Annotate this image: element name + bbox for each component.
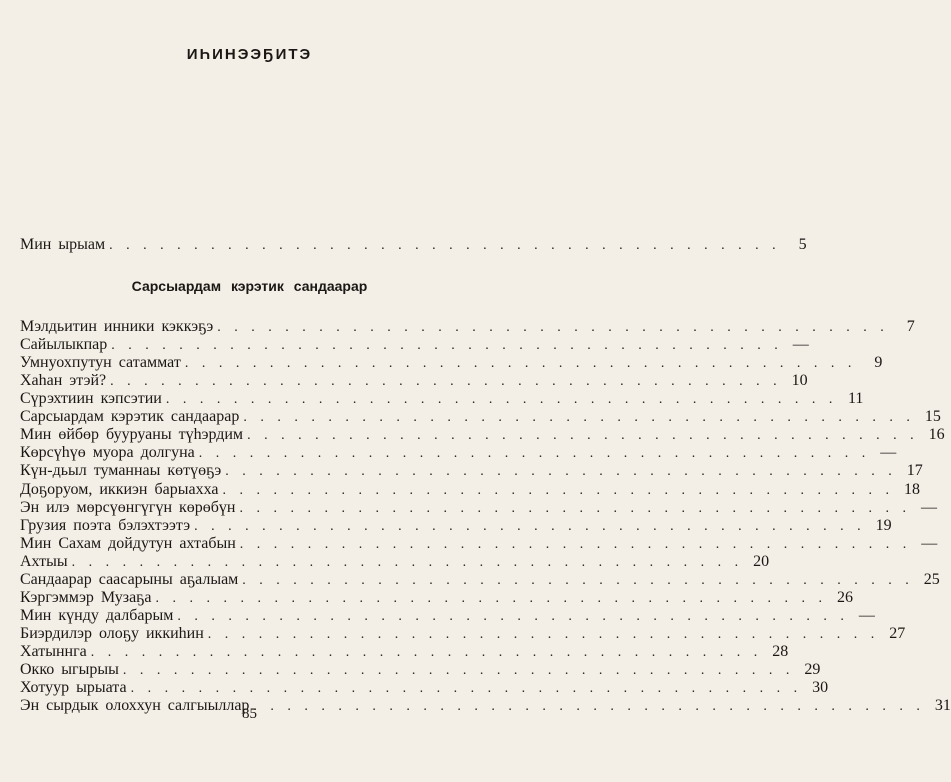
toc-entry [20, 354, 883, 372]
dot-leader: . . . . . . . . . . . . . . . . . . . . . . . . . . . . . . . . . . . . . . . . [177, 608, 849, 624]
dot-leader: . . . . . . . . . . . . . . . . . . . . . . . . . . . . . . . . . . . . . . . . [110, 374, 782, 390]
toc-entry-text: Умнуохпутун сатаммат [20, 354, 181, 372]
dot-leader: . . . . . . . . . . . . . . . . . . . . . . . . . . . . . . . . . . . . . . . . [207, 626, 880, 642]
toc-entry [20, 588, 854, 607]
toc-entry [20, 462, 923, 480]
toc-entry-page: 30 [812, 679, 829, 696]
toc-entry [20, 318, 915, 336]
toc-entry-text: Хатыннга [20, 642, 87, 660]
toc-entry-page: — [858, 606, 875, 624]
toc-entry [20, 624, 906, 643]
toc-entry-page: — [921, 498, 937, 516]
toc-entry [20, 426, 945, 444]
page-number: 85 [242, 706, 257, 722]
toc-entry-text: Көрсүһүө муора долгуна [20, 444, 195, 462]
toc-entry-page: 29 [804, 661, 821, 678]
dot-leader: . . . . . . . . . . . . . . . . . . . . . . . . . . . . . . . . . . . . . . . . [90, 644, 763, 660]
toc-entry-text: Күн-дьыл туманнаы көтүөҕэ [20, 462, 222, 480]
toc-entry-text: Кэргэммэр Музаҕа [20, 588, 152, 606]
dot-leader: . . . . . . . . . . . . . . . . . . . . . . . . . . . . . . . . . . . . . . . . [239, 500, 911, 516]
toc-entry [20, 552, 770, 571]
dot-leader: . . . . . . . . . . . . . . . . . . . . . . . . . . . . . . . . . . . . . . . . [217, 320, 889, 335]
toc-entry-text: Хаһан этэй? [20, 372, 107, 390]
toc-entry-page: 27 [889, 624, 906, 642]
toc-entry [20, 516, 892, 535]
toc-entry [20, 408, 941, 426]
toc-entry-page: — [880, 444, 897, 462]
toc-entry-first [20, 236, 807, 254]
toc-entry-page: 5 [798, 236, 807, 253]
toc-entry-text: Окко ыгырыы [20, 661, 119, 678]
toc-entry [20, 372, 808, 390]
toc-entry-page: 28 [772, 642, 789, 660]
toc-entry-page: 20 [753, 552, 770, 570]
section-heading: Сарсыардам кэрэтик сандаарар [131, 278, 368, 294]
toc-entry-text: Хотуур ырыата [20, 679, 127, 696]
toc-entry-text: Сайылыкпар [20, 336, 108, 354]
toc-entry [20, 390, 864, 408]
toc-entry-text: Ахтыы [20, 552, 68, 570]
dot-leader: . . . . . . . . . . . . . . . . . . . . . . . . . . . . . . . . . . . . . . . . [242, 572, 914, 588]
toc-entry-text: Сүрэхтиин кэпсэтии [20, 390, 162, 408]
toc-entry-page: 9 [874, 354, 883, 372]
dot-leader: . . . . . . . . . . . . . . . . . . . . . . . . . . . . . . . . . . . . . . . . [122, 663, 795, 678]
toc-entry-text: Мин Сахам дойдутун ахтабын [20, 534, 236, 552]
toc-entry-page: 25 [923, 570, 940, 588]
toc-entry-text: Мин күнду далбарым [20, 606, 174, 624]
dot-leader: . . . . . . . . . . . . . . . . . . . . . . . . . . . . . . . . . . . . . . . . [239, 536, 912, 552]
page-title: ИҺИНЭЭҔИТЭ [186, 46, 313, 63]
toc-entry-text: Мин өйбөр бууруаны түһэрдим [20, 426, 244, 444]
dot-leader: . . . . . . . . . . . . . . . . . . . . . . . . . . . . . . . . . . . . . . . . [253, 699, 925, 714]
dot-leader: . . . . . . . . . . . . . . . . . . . . . . . . . . . . . . . . . . . . . . . . [130, 681, 803, 696]
toc-entry-text: Грузия поэта бэлэхтээтэ [20, 516, 191, 534]
dot-leader: . . . . . . . . . . . . . . . . . . . . . . . . . . . . . . . . . . . . . . . . [111, 338, 783, 354]
toc-entry-page: 7 [906, 318, 915, 335]
toc-entry-text: Эн илэ мөрсүөнгүгүн көрөбүн [20, 498, 236, 516]
toc-entry-text: Сандаарар саасарыны аҕалыам [20, 570, 239, 588]
toc-entry-page: 16 [928, 426, 945, 444]
toc-entry [20, 606, 875, 625]
toc-entry-page: — [792, 336, 809, 354]
dot-leader: . . . . . . . . . . . . . . . . . . . . . . . . . . . . . . . . . . . . . . . . [194, 518, 866, 534]
toc-entry-page: 10 [791, 372, 808, 390]
dot-leader: . . . . . . . . . . . . . . . . . . . . . . . . . . . . . . . . . . . . . . . . [109, 238, 781, 253]
toc-entry [20, 679, 829, 697]
toc-entry-page: 18 [903, 480, 920, 498]
toc-entry-page: 11 [847, 390, 864, 408]
toc-entry-text: Биэрдилэр олоҕу иккиһин [20, 624, 204, 642]
dot-leader: . . . . . . . . . . . . . . . . . . . . . . . . . . . . . . . . . . . . . . . . [165, 392, 838, 408]
toc-entry-page: 17 [906, 462, 923, 480]
toc-entry-page: 31 [934, 697, 951, 714]
toc-entry [20, 642, 789, 661]
toc-entry-text: Мэлдьитин инники кэккэҕэ [20, 318, 214, 335]
dot-leader: . . . . . . . . . . . . . . . . . . . . . . . . . . . . . . . . . . . . . . . . [243, 410, 915, 426]
toc-entry [20, 661, 821, 679]
toc-entry-text: Эн сырдык олоххун салгыыллар [20, 697, 250, 714]
dot-leader: . . . . . . . . . . . . . . . . . . . . . . . . . . . . . . . . . . . . . . . . [184, 356, 857, 372]
toc-entry-page: 15 [924, 408, 941, 426]
toc-entry-page: — [921, 534, 938, 552]
toc-entry-text: Сарсыардам кэрэтик сандаарар [20, 408, 240, 426]
toc-entry-text: Доҕоруом, иккиэн барыахха [20, 480, 219, 498]
dot-leader: . . . . . . . . . . . . . . . . . . . . . . . . . . . . . . . . . . . . . . . . [222, 482, 894, 498]
toc-entry [20, 336, 809, 354]
toc-entry-page: 26 [837, 588, 854, 606]
toc-entry [20, 498, 937, 517]
toc-entry [20, 534, 938, 553]
toc-entry [20, 480, 920, 499]
toc-entry-page: 19 [875, 516, 892, 534]
dot-leader: . . . . . . . . . . . . . . . . . . . . . . . . . . . . . . . . . . . . . . . . [71, 554, 744, 570]
dot-leader: . . . . . . . . . . . . . . . . . . . . . . . . . . . . . . . . . . . . . . . . [198, 446, 871, 462]
toc-entry [20, 444, 897, 462]
toc-entry [20, 570, 940, 589]
dot-leader: . . . . . . . . . . . . . . . . . . . . . . . . . . . . . . . . . . . . . . . . [225, 464, 897, 480]
dot-leader: . . . . . . . . . . . . . . . . . . . . . . . . . . . . . . . . . . . . . . . . [247, 428, 919, 444]
toc-entry-text: Мин ырыам [20, 236, 106, 253]
dot-leader: . . . . . . . . . . . . . . . . . . . . . . . . . . . . . . . . . . . . . . . . [155, 590, 828, 606]
